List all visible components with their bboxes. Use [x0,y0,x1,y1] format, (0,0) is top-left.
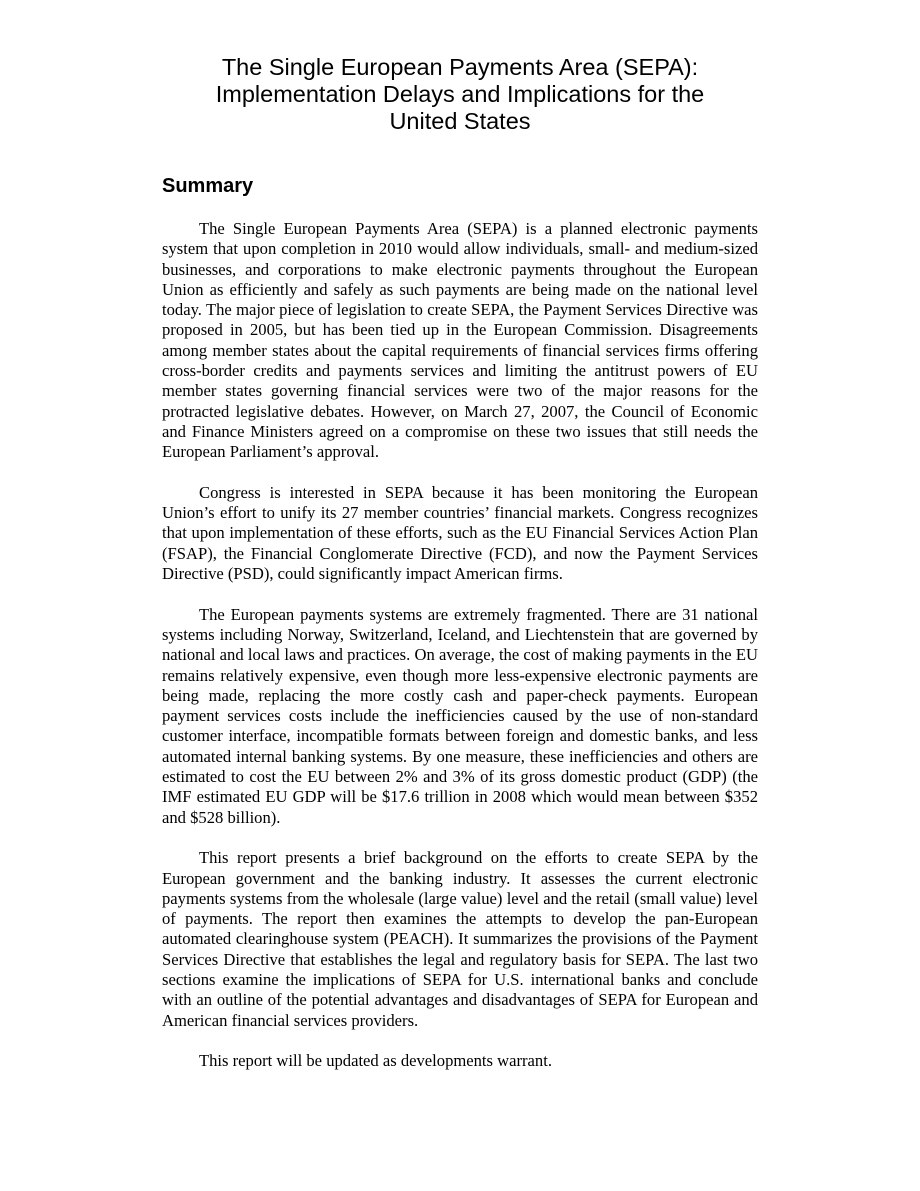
summary-body [162,219,758,1092]
paragraph-report-outline: This report presents a brief background on the efforts to create SEPA by the European government and the banking industry. It assesses the current electronic payments systems from the wholesale (large value) level and the retail (small value) level of payments. The report then examines the attempts to develop the pan-European automated clearinghouse system (PEACH). It summarizes the provisions of the Payment Services Directive that establishes the legal and regulatory basis for SEPA. The last two sections examine the implications of SEPA for U.S. international banks and conclude with an outline of the potential advantages and disadvantages of SEPA for European and American financial services providers. [162,848,758,1030]
title-line-2: Implementation Delays and Implications for the [215,81,705,107]
summary-heading: Summary [162,175,254,197]
paragraph-fragmentation: The European payments systems are extremely fragmented. There are 31 national systems including Norway, Switzerland, Iceland, and Liechtenstein that are governed by national and local laws and practices. On average, the cost of making payments in the EU remains relatively expensive, even though more less-expensive electronic payments are being made, replacing the more costly cash and paper-check payments. European payment services costs include the inefficiencies caused by the use of non-standard customer interface, incompatible formats between foreign and domestic banks, and less automated internal banking systems. By one measure, these inefficiencies and others are estimated to cost the EU between 2% and 3% of its gross domestic product (GDP) (the IMF estimated EU GDP will be $17.6 trillion in 2008 which would mean between $352 and $528 billion). [162,604,758,827]
paragraph-congress-interest: Congress is interested in SEPA because it has been monitoring the European Union’s effort to unify its 27 member countries’ financial markets. Congress recognizes that upon implementation of these efforts, such as the EU Financial Services Action Plan (FSAP), the Financial Conglomerate Directive (FCD), and now the Payment Services Directive (PSD), could significantly impact American firms. [162,482,758,584]
document-title [150,54,770,135]
paragraph-update-note: This report will be updated as developments warrant. [199,1051,552,1071]
title-line-1: The Single European Payments Area (SEPA): [221,54,699,80]
title-line-3: United States [389,108,531,134]
paragraph-sepa-overview: The Single European Payments Area (SEPA) is a planned electronic payments system that upon completion in 2010 would allow individuals, small- and medium-sized businesses, and corporations to make electronic payments throughout the European Union as efficiently and safely as such payments are being made on the national level today. The major piece of legislation to create SEPA, the Payment Services Directive was proposed in 2005, but has been tied up in the European Commission. Disagreements among member states about the capital requirements of financial services firms offering cross-border credits and payments services and limiting the antitrust powers of EU member states governing financial services were two of the major reasons for the protracted legislative debates. However, on March 27, 2007, the Council of Economic and Finance Ministers agreed on a compromise on these two issues that still needs the European Parliament’s approval. [162,219,758,462]
